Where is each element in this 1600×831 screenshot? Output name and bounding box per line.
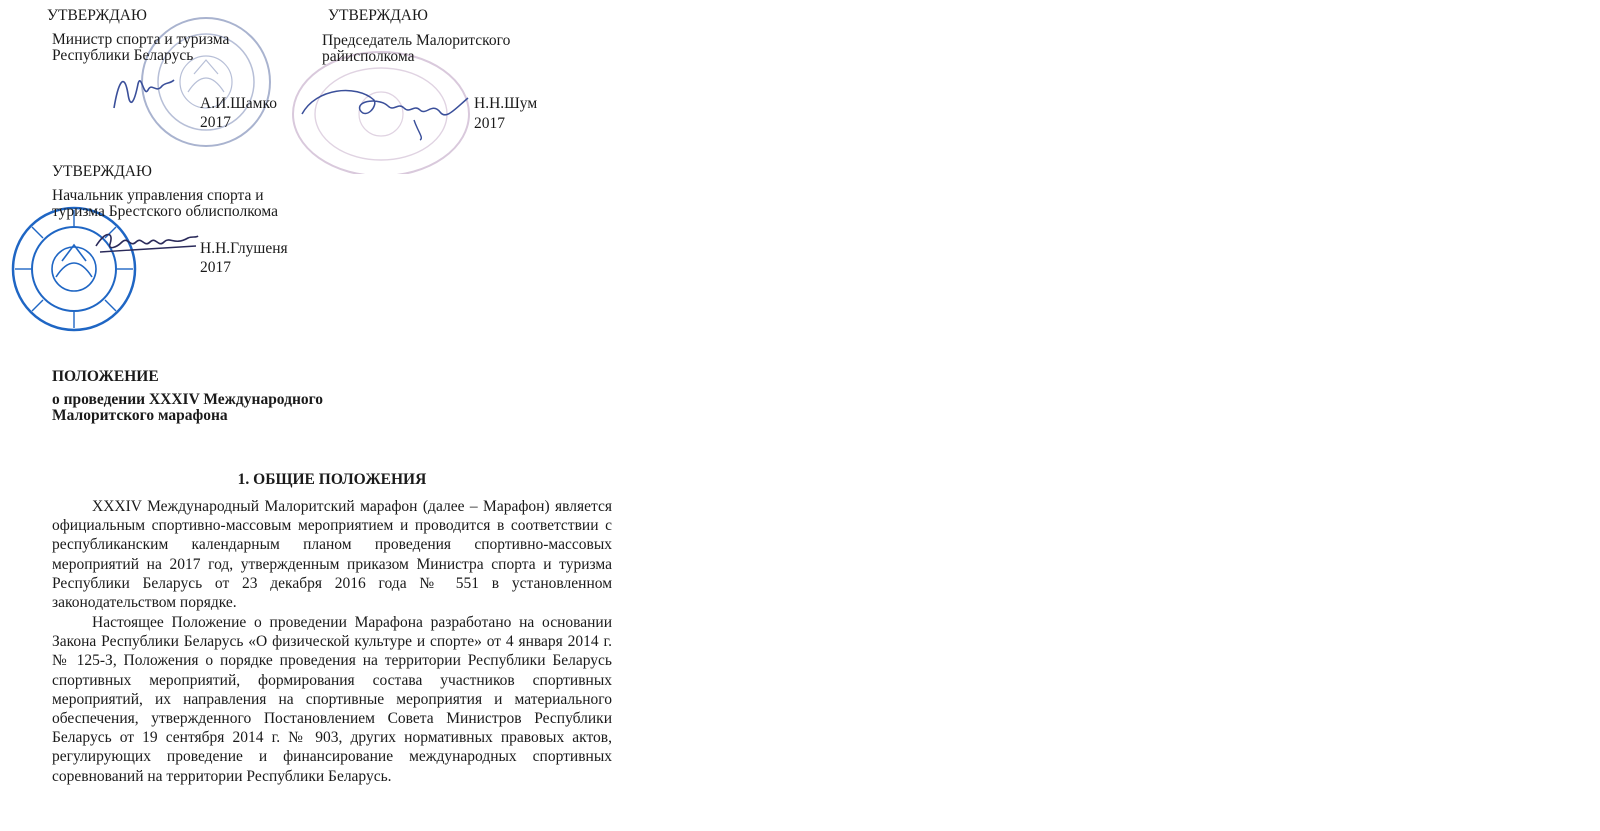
approval-1-name: А.И.Шамко bbox=[200, 95, 277, 112]
approval-2-position-line1: Председатель Малоритского bbox=[322, 32, 511, 49]
document-subtitle-line2: Малоритского марафона bbox=[52, 407, 228, 424]
signature-shamko-icon bbox=[108, 64, 180, 116]
document-subtitle-line1: о проведении XXXIV Международного bbox=[52, 391, 324, 408]
approval-1-position-line1: Министр спорта и туризма bbox=[52, 31, 230, 48]
approval-1-year: 2017 bbox=[200, 114, 231, 131]
approval-1-header: УТВЕРЖДАЮ bbox=[47, 7, 147, 24]
approval-1-position-line2: Республики Беларусь bbox=[52, 47, 194, 64]
approval-2-header: УТВЕРЖДАЮ bbox=[328, 7, 428, 24]
approval-3-name: Н.Н.Глушеня bbox=[200, 240, 288, 257]
section-1-paragraph-1: XXXIV Международный Малоритский марафон (далее – Марафон) является официальным спортивно-массовым мероприятием и проводится в соответствии с республиканским календарным планом проведения спортивно-массовых мероприятий на 2017 год, утвержденным приказом Министра спорта и туризма Республики Беларусь от 23 декабря 2016 года № 551 в установленном законодательством порядке. bbox=[52, 498, 612, 612]
document-page bbox=[0, 0, 620, 831]
oblispolkom-seal-icon bbox=[8, 205, 140, 333]
section-1-paragraph-2: Настоящее Положение о проведении Марафона разработано на основании Закона Республики Беларусь «О физической культуре и спорте» от 4 января 2014 г. № 125-З, Положения о порядке проведения на территории Республики Беларусь спортивных мероприятий, формирования состава участников спортивных мероприятий, их направления на спортивные мероприятия и материального обеспечения, утвержденного Постановлением Совета Министров Республики Беларусь от 19 сентября 2014 г. № 903, других нормативных правовых актов, регулирующих проведение и финансирование международных спортивных соревнований на территории Республики Беларусь. bbox=[52, 614, 612, 785]
signature-shum-icon bbox=[296, 80, 476, 142]
approval-3-header: УТВЕРЖДАЮ bbox=[52, 163, 152, 180]
approval-2-position-line2: райисполкома bbox=[322, 48, 415, 65]
approval-2-name: Н.Н.Шум bbox=[474, 95, 538, 112]
section-1-heading: 1. ОБЩИЕ ПОЛОЖЕНИЯ bbox=[237, 471, 427, 488]
approval-3-year: 2017 bbox=[200, 259, 231, 276]
document-type-title: ПОЛОЖЕНИЕ bbox=[52, 368, 159, 385]
signature-glushenya-icon bbox=[92, 226, 202, 266]
approval-2-year: 2017 bbox=[474, 115, 505, 132]
approval-3-position-line2: туризма Брестского облисполкома bbox=[52, 203, 278, 220]
approval-3-position-line1: Начальник управления спорта и bbox=[52, 187, 264, 204]
